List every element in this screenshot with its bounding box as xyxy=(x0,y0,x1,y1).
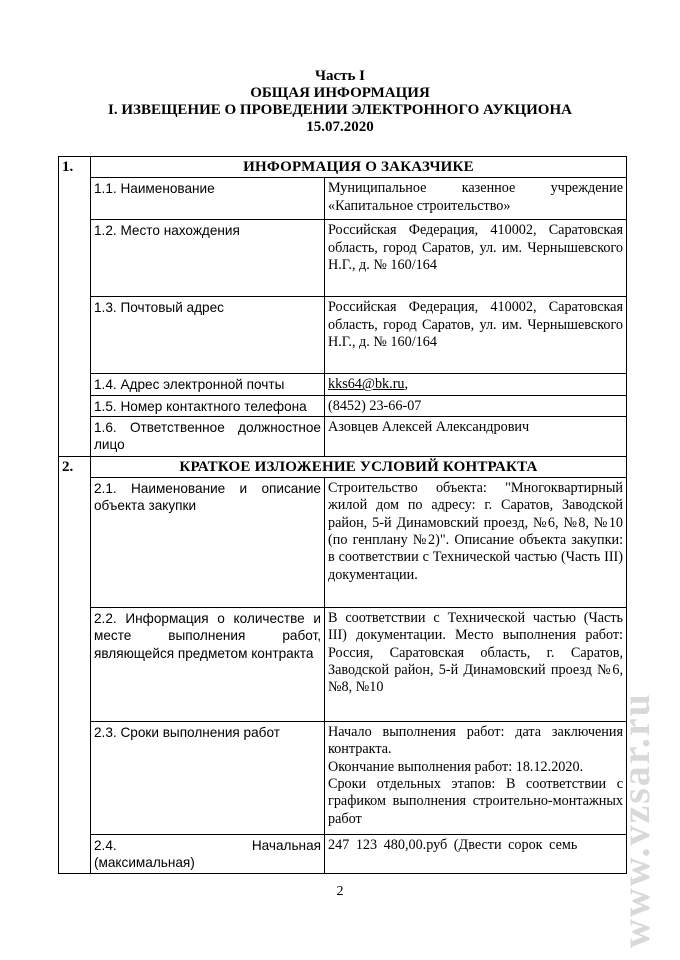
row-value: (8452) 23-66-07 xyxy=(325,395,627,416)
row-label: 2.3. Сроки выполнения работ xyxy=(91,722,325,835)
row-label: 1.4. Адрес электронной почты xyxy=(91,374,325,395)
row-value xyxy=(325,374,627,395)
notice-date: 15.07.2020 xyxy=(306,119,374,135)
section-number: 2. xyxy=(59,456,91,873)
watermark: www.vzsar.ru xyxy=(613,692,658,948)
row-value: В соответствии с Технической частью (Часть III) документации. Место выполнения работ: Россия, Саратовская область, г. Саратов, Заводской район, 5-й Динамовский проезд №6, №8, №10 xyxy=(325,608,627,722)
table-row xyxy=(59,374,627,395)
table-row xyxy=(59,722,627,835)
document-title-block xyxy=(0,68,680,136)
row-label: 1.5. Номер контактного телефона xyxy=(91,395,325,416)
work-end: Окончание выполнения работ: 18.12.2020. xyxy=(328,758,584,775)
page-number: 2 xyxy=(336,884,344,899)
section-heading: ИНФОРМАЦИЯ О ЗАКАЗЧИКЕ xyxy=(91,157,627,178)
table-row xyxy=(59,416,627,456)
table-row xyxy=(59,608,627,722)
table-row xyxy=(59,478,627,608)
part-title: Часть I xyxy=(314,68,366,84)
notice-table xyxy=(58,156,627,874)
row-label: 1.6. Ответственное должностное лицо xyxy=(91,416,325,456)
email-link[interactable]: kks64@bk.ru xyxy=(328,376,405,393)
row-value: Российская Федерация, 410002, Саратовская область, город Саратов, ул. им. Чернышевского Н.Г., д. № 160/164 xyxy=(325,220,627,297)
row-label: 2.4. Начальная (максимальная) xyxy=(91,835,325,874)
table-row xyxy=(59,297,627,374)
row-value: Российская Федерация, 410002, Саратовская область, город Саратов, ул. им. Чернышевского Н.Г., д. № 160/164 xyxy=(325,297,627,374)
row-label: 1.2. Место нахождения xyxy=(91,220,325,297)
table-row xyxy=(59,835,627,874)
row-value: Муниципальное казенное учреждение «Капитальное строительство» xyxy=(325,178,627,220)
row-label: 2.2. Информация о количестве и месте выполнения работ, являющейся предметом контракта xyxy=(91,608,325,722)
row-value: 247 123 480,00.руб (Двести сорок семь xyxy=(325,835,627,874)
section-header-row xyxy=(59,157,627,178)
table-row xyxy=(59,178,627,220)
row-value xyxy=(325,722,627,835)
work-stages: Сроки отдельных этапов: В соответствии с графиком выполнения строительно-монтажных работ xyxy=(328,776,624,827)
general-info-title: ОБЩАЯ ИНФОРМАЦИЯ xyxy=(250,85,430,101)
row-label: 1.1. Наименование xyxy=(91,178,325,220)
section-header-row xyxy=(59,456,627,477)
row-label: 2.1. Наименование и описание объекта закупки xyxy=(91,478,325,608)
row-label: 1.3. Почтовый адрес xyxy=(91,297,325,374)
email-suffix: , xyxy=(404,376,409,393)
table-row xyxy=(59,220,627,297)
table-row xyxy=(59,395,627,416)
row-value: Строительство объекта: "Многоквартирный жилой дом по адресу: г. Саратов, Заводской район, 5-й Динамовский проезд, №6, №8, №10 (по генплану №2)". Описание объекта закупки: в соответствии с Технической частью (Часть III) документации. xyxy=(325,478,627,608)
section-heading: КРАТКОЕ ИЗЛОЖЕНИЕ УСЛОВИЙ КОНТРАКТА xyxy=(91,456,627,477)
notice-title: I. ИЗВЕЩЕНИЕ О ПРОВЕДЕНИИ ЭЛЕКТРОННОГО АУКЦИОНА xyxy=(108,102,572,118)
section-number: 1. xyxy=(59,157,91,457)
row-value: Азовцев Алексей Александрович xyxy=(325,416,627,456)
work-start: Начало выполнения работ: дата заключения контракта. xyxy=(328,724,624,758)
